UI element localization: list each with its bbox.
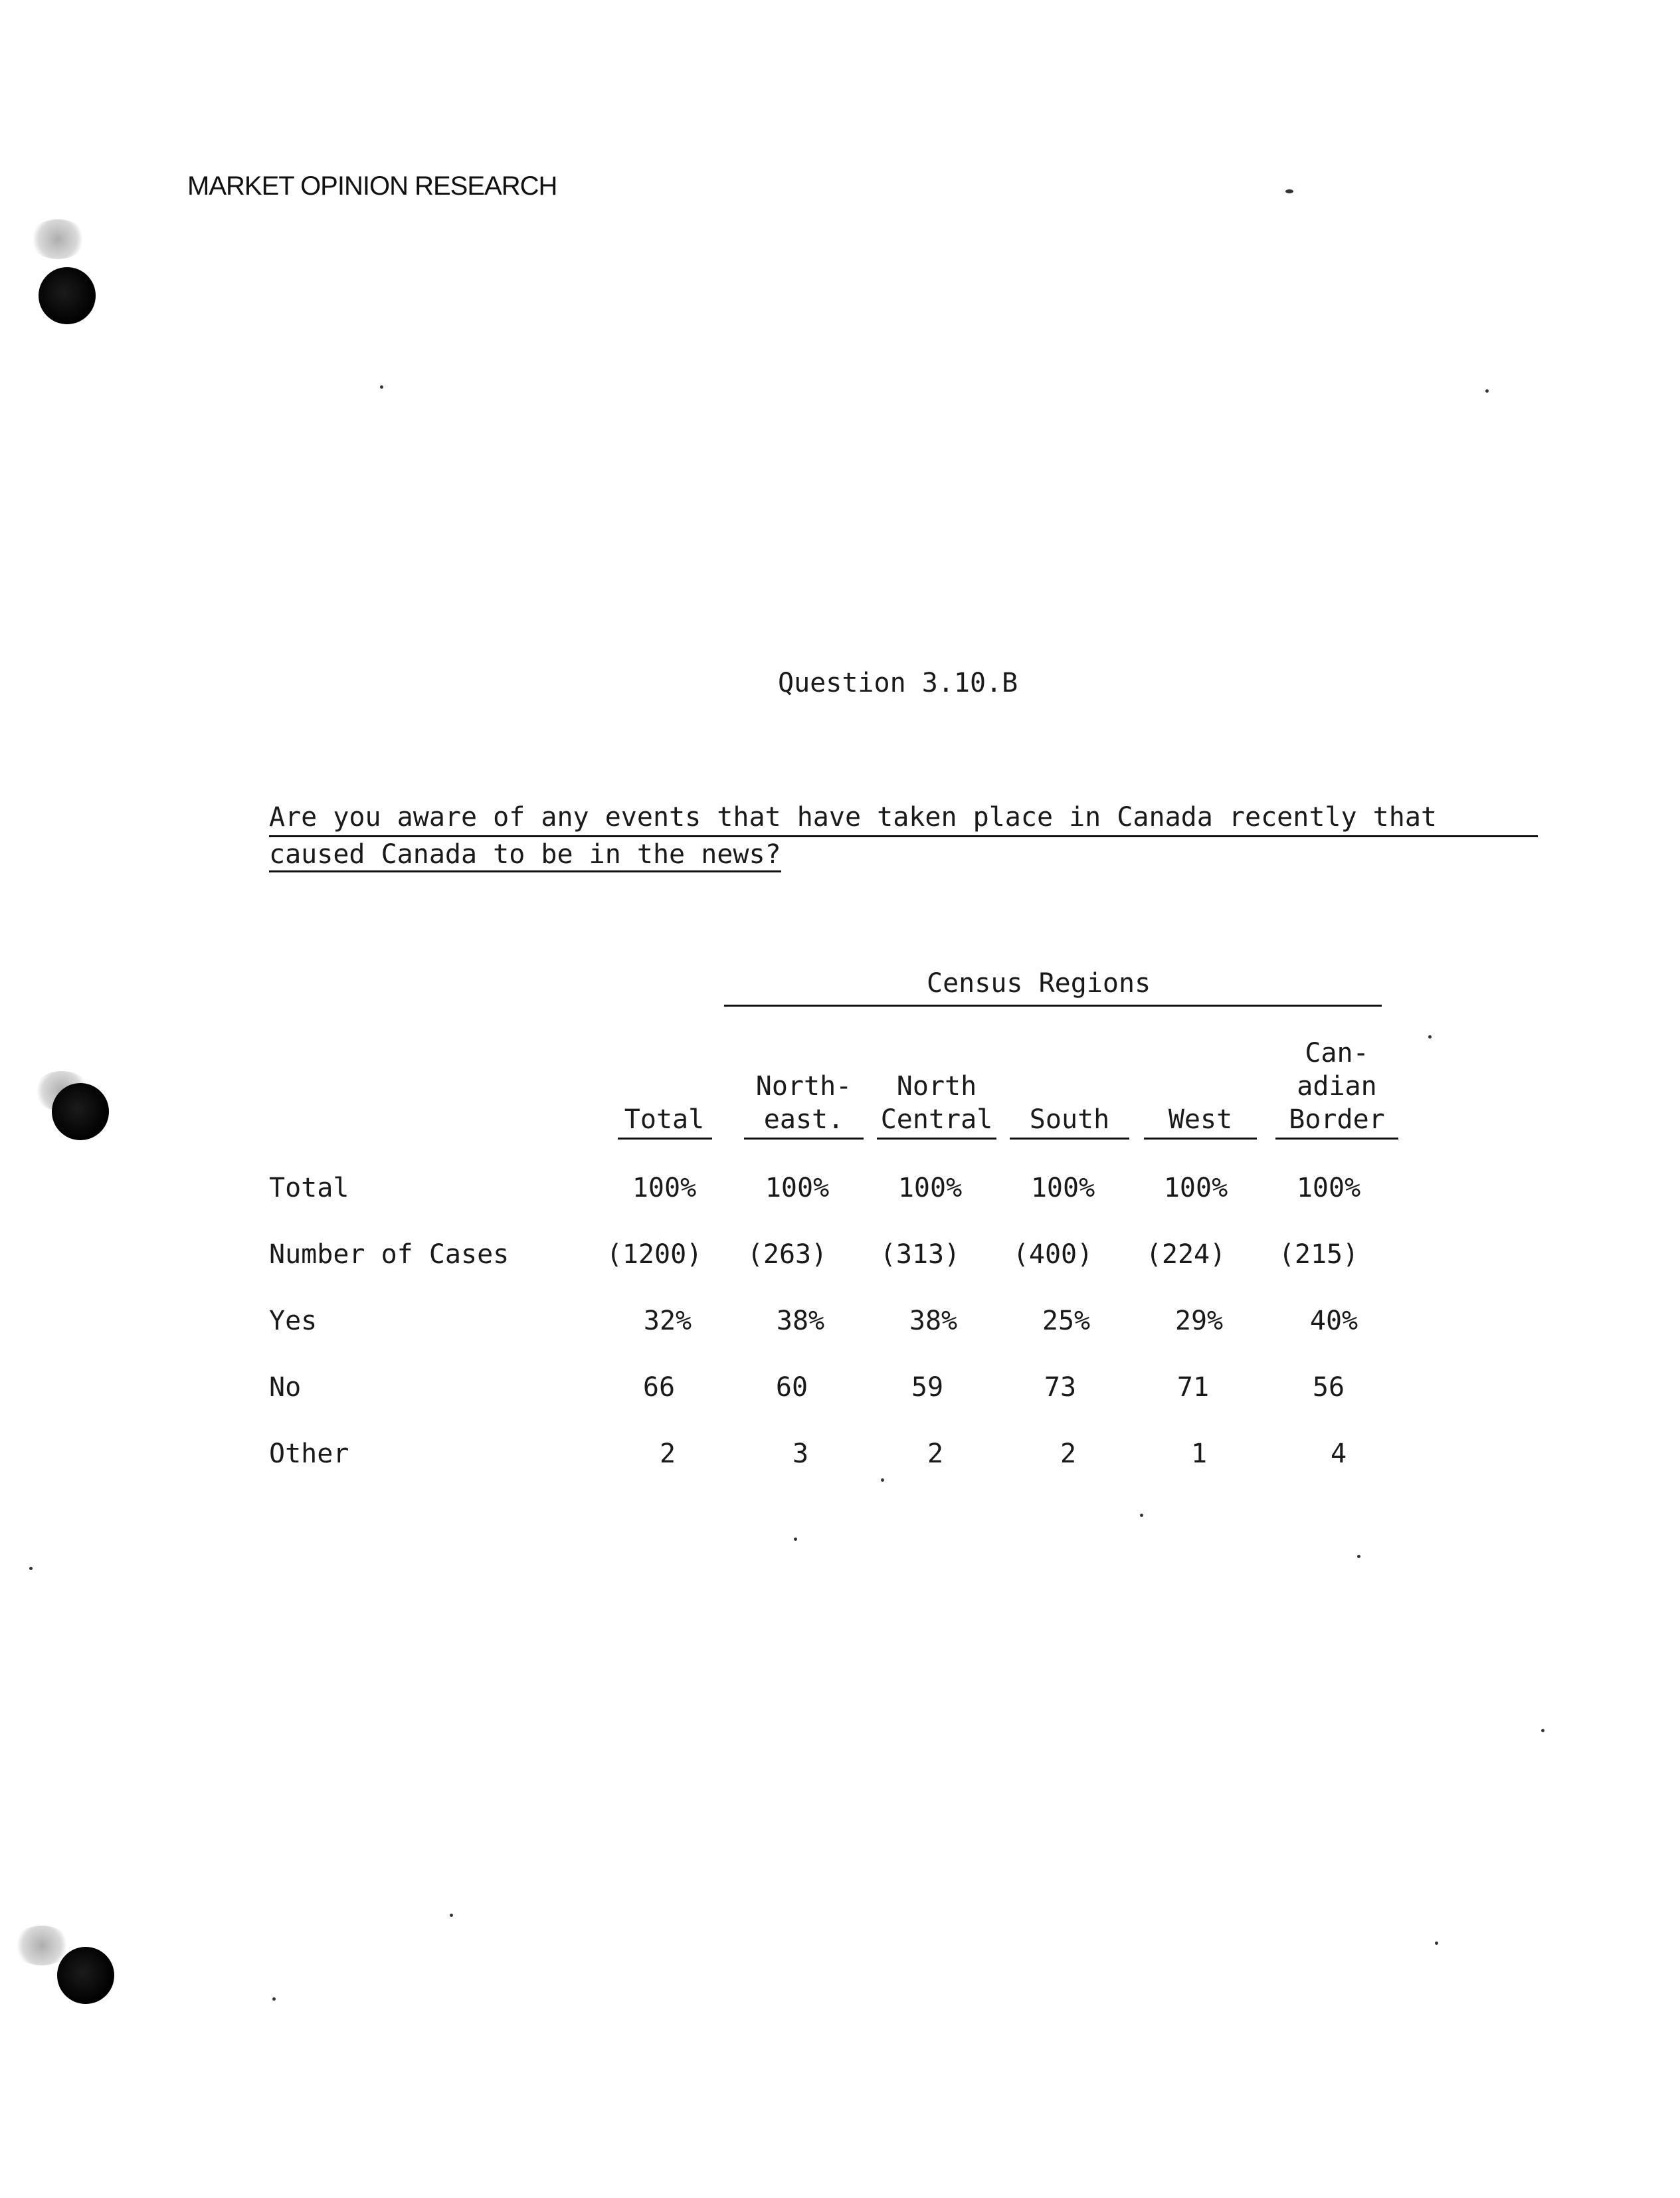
scan-speck <box>1485 389 1489 393</box>
scan-speck <box>29 1567 33 1570</box>
scan-speck <box>1428 1035 1432 1039</box>
column-header-north-central <box>877 1037 996 1140</box>
column-header-line: Central <box>880 1104 993 1135</box>
table-cell: 29% <box>1174 1306 1224 1336</box>
punch-hole-shadow <box>29 219 86 259</box>
table-cell: 100% <box>1296 1173 1361 1203</box>
column-header-line <box>1144 1070 1257 1103</box>
column-header-northeast <box>744 1037 864 1140</box>
table-cell: 73 <box>1044 1372 1077 1403</box>
census-regions-label: Census Regions <box>927 968 1151 999</box>
row-label-total: Total <box>269 1173 349 1203</box>
column-header-line: West <box>1168 1104 1233 1135</box>
table-cell: 2 <box>659 1439 676 1469</box>
scan-speck <box>881 1478 884 1482</box>
table-cell: 2 <box>927 1439 944 1469</box>
table-cell: 60 <box>775 1372 808 1403</box>
column-header-line: South <box>1029 1104 1110 1135</box>
question-text <box>269 800 1544 872</box>
column-header-line <box>611 1070 717 1103</box>
column-header-line: North- <box>755 1071 852 1102</box>
row-label-number-of-cases: Number of Cases <box>269 1239 510 1270</box>
scan-speck <box>1140 1514 1143 1517</box>
table-cell: 100% <box>632 1173 697 1203</box>
column-header-south <box>1010 1037 1129 1140</box>
table-cell: 3 <box>792 1439 809 1469</box>
table-cell: (1200) <box>606 1239 703 1270</box>
table-cell: (224) <box>1145 1239 1226 1270</box>
question-text-line-1: Are you aware of any events that have taken place in Canada recently that <box>269 800 1538 837</box>
column-underline <box>744 1138 864 1140</box>
table-cell: 56 <box>1312 1372 1345 1403</box>
table-cell: (313) <box>880 1239 961 1270</box>
column-header-line: Border <box>1289 1104 1385 1135</box>
column-header-line: adian <box>1297 1071 1377 1102</box>
table-cell: (215) <box>1278 1239 1359 1270</box>
scan-speck <box>1541 1729 1544 1732</box>
table-cell: 40% <box>1309 1306 1358 1336</box>
question-number: Question 3.10.B <box>778 668 1018 698</box>
column-header-line <box>1010 1037 1129 1070</box>
table-cell: 100% <box>765 1173 830 1203</box>
table-cell: 25% <box>1042 1306 1091 1336</box>
punch-hole <box>57 1947 114 2004</box>
column-header-line <box>1010 1070 1129 1103</box>
table-cell: 2 <box>1060 1439 1077 1469</box>
scan-speck <box>450 1914 453 1917</box>
scan-speck <box>272 1997 276 2001</box>
organization-header: MARKET OPINION RESEARCH <box>187 171 557 201</box>
column-header-line <box>744 1037 864 1070</box>
table-cell: 100% <box>897 1173 963 1203</box>
column-header-line <box>877 1037 996 1070</box>
table-cell: 100% <box>1163 1173 1228 1203</box>
table-cell: 4 <box>1330 1439 1347 1469</box>
column-header-line: North <box>896 1071 977 1102</box>
column-header-line: Can- <box>1305 1038 1369 1068</box>
table-cell: 71 <box>1176 1372 1210 1403</box>
column-header-line: Total <box>624 1104 705 1135</box>
column-header-total <box>611 1037 717 1140</box>
table-cell: (263) <box>747 1239 828 1270</box>
column-underline <box>1144 1138 1257 1140</box>
scan-speck <box>1285 189 1293 193</box>
scan-speck <box>1435 1942 1438 1945</box>
row-label-other: Other <box>269 1439 349 1469</box>
column-header-west <box>1144 1037 1257 1140</box>
column-header-line: east. <box>763 1104 844 1135</box>
table-cell: 66 <box>642 1372 676 1403</box>
scan-speck <box>794 1538 797 1541</box>
scan-speck <box>1357 1555 1360 1558</box>
column-underline <box>877 1138 996 1140</box>
punch-hole <box>39 267 96 324</box>
punch-hole <box>52 1083 109 1140</box>
table-cell: 32% <box>643 1306 692 1336</box>
column-underline <box>1275 1138 1398 1140</box>
table-cell: (400) <box>1012 1239 1093 1270</box>
column-underline <box>618 1138 712 1140</box>
row-label-yes: Yes <box>269 1306 318 1336</box>
table-cell: 59 <box>911 1372 944 1403</box>
question-text-line-2: caused Canada to be in the news? <box>269 839 781 872</box>
table-cell: 38% <box>909 1306 958 1336</box>
table-cell: 100% <box>1030 1173 1095 1203</box>
column-header-line <box>611 1037 717 1070</box>
column-header-canadian-border <box>1275 1037 1398 1140</box>
table-cell: 38% <box>776 1306 825 1336</box>
column-header-line <box>1144 1037 1257 1070</box>
scan-speck <box>380 385 383 389</box>
table-cell: 1 <box>1190 1439 1208 1469</box>
row-label-no: No <box>269 1372 302 1403</box>
column-underline <box>1010 1138 1129 1140</box>
census-regions-rule <box>724 1005 1382 1007</box>
